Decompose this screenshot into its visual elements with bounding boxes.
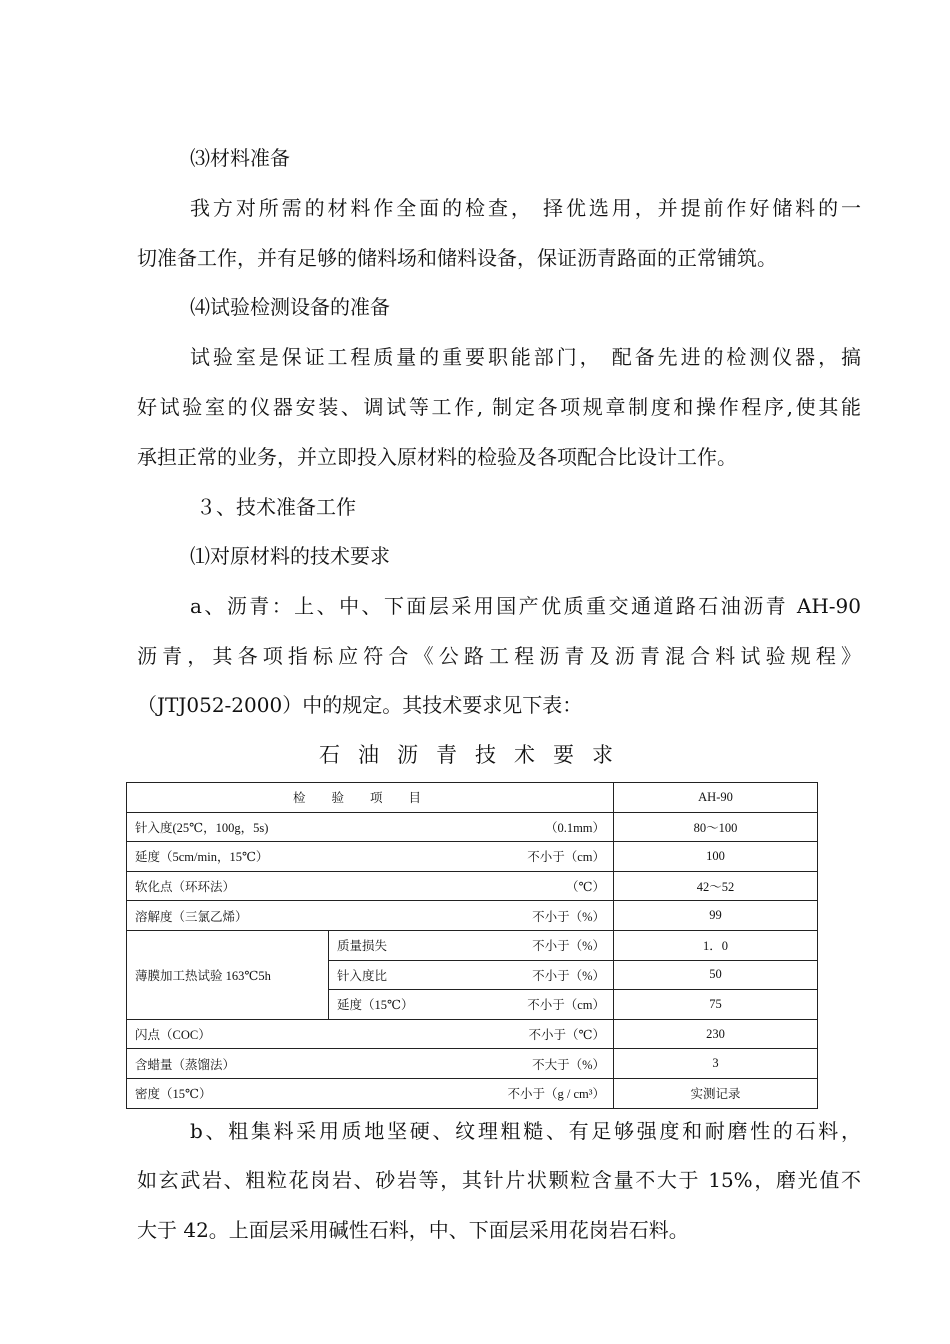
row-name: 针入度(25℃，100g，5s) xyxy=(135,820,269,835)
group-name: 薄膜加工热试验 163℃5h xyxy=(127,930,329,1019)
row-unit: 不小于（%） xyxy=(532,909,606,924)
header-value: AH-90 xyxy=(614,783,818,813)
table-row xyxy=(127,1049,818,1079)
paragraph-line: （JTJ052-2000）中的规定。其技术要求见下表： xyxy=(137,693,583,717)
paragraph-line: b、粗集料采用质地坚硬、纹理粗糙、有足够强度和耐磨性的石料， xyxy=(190,1119,861,1143)
row-value: 42～52 xyxy=(614,871,818,901)
row-name: 软化点（环环法） xyxy=(135,880,236,895)
row-name: 闪点（COC） xyxy=(135,1028,211,1043)
row-value: 75 xyxy=(614,990,818,1020)
heading-tech-prep: ３、技术准备工作 xyxy=(196,495,356,519)
table-row xyxy=(127,1078,818,1108)
paragraph-line: 好试验室的仪器安装、调试等工作, 制定各项规章制度和操作程序,使其能 xyxy=(137,395,861,419)
row-unit: 不小于（cm） xyxy=(527,850,606,865)
row-unit: （0.1mm） xyxy=(544,820,606,835)
paragraph-line: 如玄武岩、粗粒花岗岩、砂岩等，其针片状颗粒含量不大于 15%，磨光值不 xyxy=(137,1168,861,1192)
table-row xyxy=(127,1019,818,1049)
paragraph-line: 我方对所需的材料作全面的检查， 择优选用，并提前作好储料的一 xyxy=(190,196,861,220)
header-item: 检验项目 xyxy=(127,783,614,813)
table-row xyxy=(127,901,818,931)
row-name: 质量损失 xyxy=(337,939,388,954)
paragraph-line: 承担正常的业务，并立即投入原材料的检验及各项配合比设计工作。 xyxy=(137,445,737,469)
row-name: 针入度比 xyxy=(337,968,388,983)
paragraph-line: 试验室是保证工程质量的重要职能部门， 配备先进的检测仪器，搞 xyxy=(190,345,861,369)
paragraph-line: 切准备工作，并有足够的储料场和储料设备，保证沥青路面的正常铺筑。 xyxy=(137,246,777,270)
row-value: 99 xyxy=(614,901,818,931)
row-name: 溶解度（三氯乙烯） xyxy=(135,909,248,924)
paragraph-line: a、沥青：上、中、下面层采用国产优质重交通道路石油沥青 AH-90 xyxy=(190,594,861,618)
heading-material-prep: ⑶材料准备 xyxy=(190,146,290,170)
row-unit: （℃） xyxy=(566,880,606,895)
table-title: 石油沥青技术要求 xyxy=(319,743,631,767)
row-unit: 不小于（g / cm³） xyxy=(507,1087,606,1102)
row-value: 50 xyxy=(614,960,818,990)
row-value: 实测记录 xyxy=(614,1078,818,1108)
row-value: 80～100 xyxy=(614,812,818,842)
row-name: 延度（5cm/min，15℃） xyxy=(135,850,269,865)
row-name: 密度（15℃） xyxy=(135,1087,212,1102)
row-value: 3 xyxy=(614,1049,818,1079)
heading-test-equipment: ⑷试验检测设备的准备 xyxy=(190,295,390,319)
row-unit: 不小于（cm） xyxy=(527,998,606,1013)
row-unit: 不小于（%） xyxy=(532,939,606,954)
row-value: 100 xyxy=(614,842,818,872)
table-row xyxy=(127,842,818,872)
row-unit: 不小于（℃） xyxy=(528,1028,606,1043)
heading-raw-materials: ⑴对原材料的技术要求 xyxy=(190,544,390,568)
table-row xyxy=(127,930,818,960)
row-value: 230 xyxy=(614,1019,818,1049)
table-header-row xyxy=(127,783,818,813)
row-name: 含蜡量（蒸馏法） xyxy=(135,1057,236,1072)
asphalt-spec-table xyxy=(126,782,818,1109)
table-row xyxy=(127,871,818,901)
row-unit: 不小于（%） xyxy=(532,968,606,983)
table-row xyxy=(127,812,818,842)
paragraph-line: 沥青，其各项指标应符合《公路工程沥青及沥青混合料试验规程》 xyxy=(137,644,861,668)
row-name: 延度（15℃） xyxy=(337,998,414,1013)
paragraph-line: 大于 42。上面层采用碱性石料，中、下面层采用花岗岩石料。 xyxy=(137,1218,689,1242)
row-unit: 不大于（%） xyxy=(532,1057,606,1072)
row-value: 1．0 xyxy=(614,930,818,960)
